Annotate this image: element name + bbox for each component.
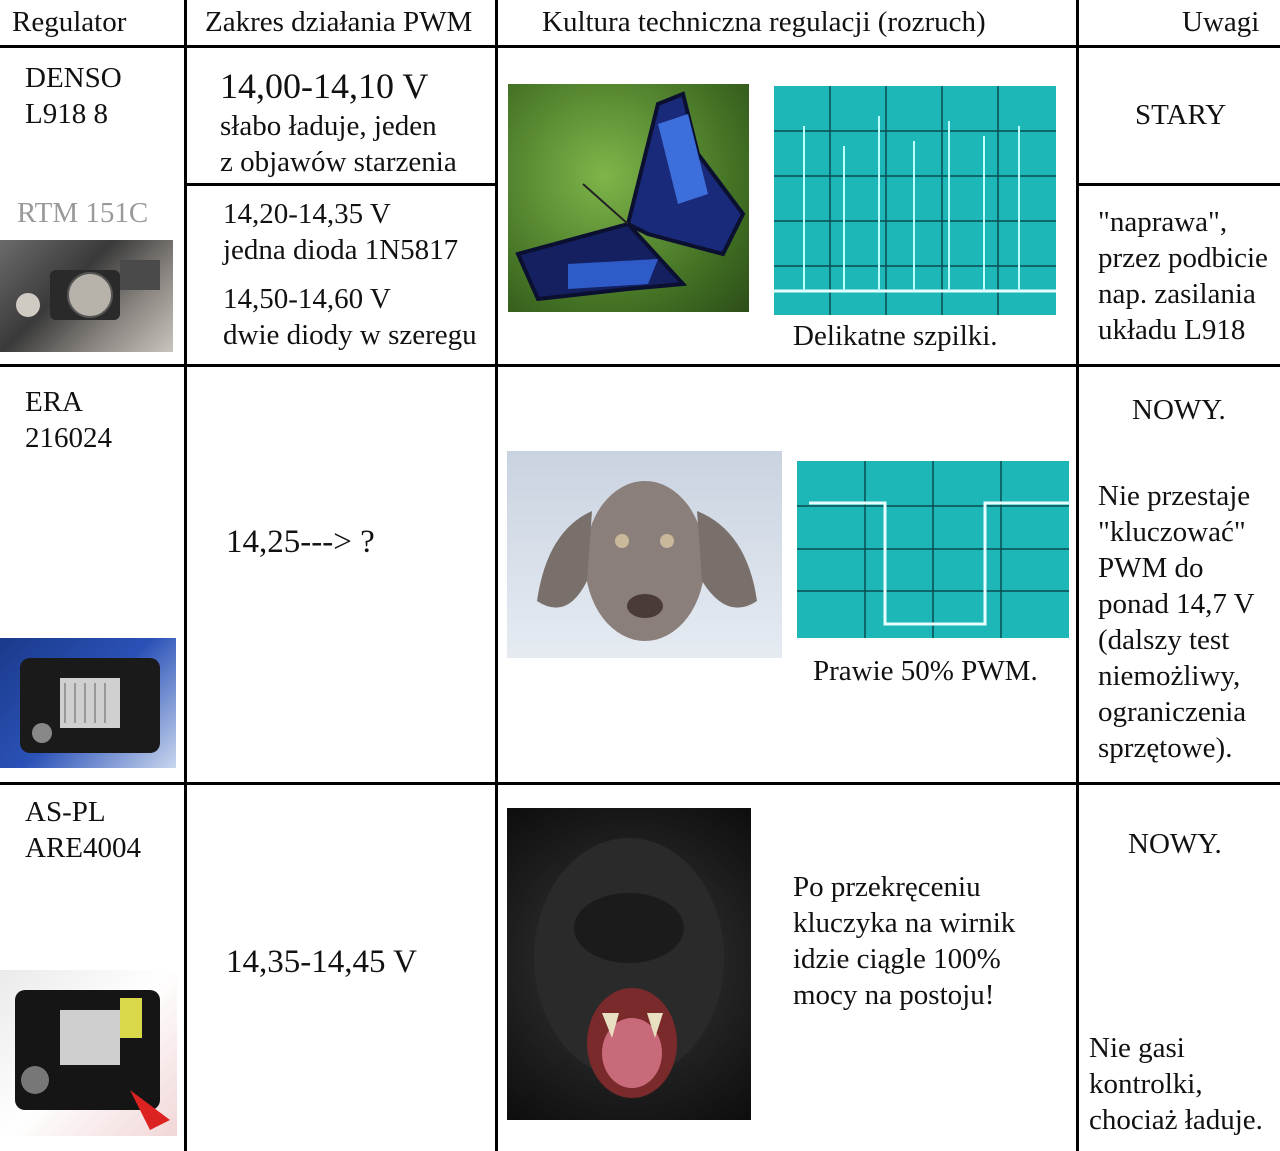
row2-oscilloscope-trace [797, 461, 1069, 638]
row2-pwm: 14,25---> ? [226, 524, 375, 560]
row1-remark-top: STARY [1135, 99, 1227, 131]
row3-remark-bottom: Nie gasi kontrolki, chociaż ładuje. [1089, 1032, 1263, 1136]
row3-caption: Po przekręceniu kluczyka na wirnik idzie ciągle 100% mocy na postoju! [793, 871, 1016, 1011]
row2-top-border [0, 364, 1280, 367]
remarks-split-border [1077, 183, 1280, 186]
row3-regulator-name: AS-PL ARE4004 [25, 796, 141, 864]
col2-border [495, 0, 498, 1151]
row1-pwm-main-value: 14,00-14,10 V [220, 66, 429, 106]
col1-border [184, 0, 187, 1151]
pwm-split-border [185, 183, 498, 186]
row2-dog-photo [507, 451, 782, 658]
row1-pwm-variant2: 14,50-14,60 V dwie diody w szeregu [223, 283, 477, 351]
row2-remark-bottom: Nie przestaje "kluczować" PWM do ponad 14,7 V (dalszy test niemożliwy, ograniczenia sprzętowe). [1098, 480, 1255, 764]
row1-remark-bottom: "naprawa", przez podbicie nap. zasilania układu L918 [1098, 206, 1268, 346]
row1-regulator-name: DENSO L918 8 [25, 62, 122, 130]
row3-gorilla-photo [507, 808, 751, 1120]
row1-oscilloscope-trace [774, 86, 1056, 315]
row1-pwm-main-note: słabo ładuje, jeden z objawów starzenia [220, 110, 457, 178]
row3-top-border [0, 782, 1280, 785]
row3-regulator-photo [0, 970, 177, 1136]
row1-pwm-variant1: 14,20-14,35 V jedna dioda 1N5817 [223, 198, 459, 266]
row1-alt-regulator-name: RTM 151C [17, 197, 149, 229]
row1-regulator-photo [0, 240, 173, 352]
header-regulation-culture: Kultura techniczna regulacji (rozruch) [542, 6, 986, 38]
col3-border [1076, 0, 1079, 1151]
row2-regulator-name: ERA 216024 [25, 386, 112, 454]
header-remarks: Uwagi [1182, 6, 1260, 38]
row3-pwm: 14,35-14,45 V [226, 944, 417, 980]
row3-remark-top: NOWY. [1128, 828, 1222, 860]
header-bottom-border [0, 45, 1280, 48]
header-pwm-range: Zakres działania PWM [205, 6, 473, 38]
row1-caption: Delikatne szpilki. [793, 320, 998, 352]
row1-butterfly-photo [508, 84, 749, 312]
row2-regulator-photo [0, 638, 176, 768]
row2-remark-top: NOWY. [1132, 394, 1226, 426]
row2-caption: Prawie 50% PWM. [813, 655, 1038, 687]
header-regulator: Regulator [12, 6, 127, 38]
